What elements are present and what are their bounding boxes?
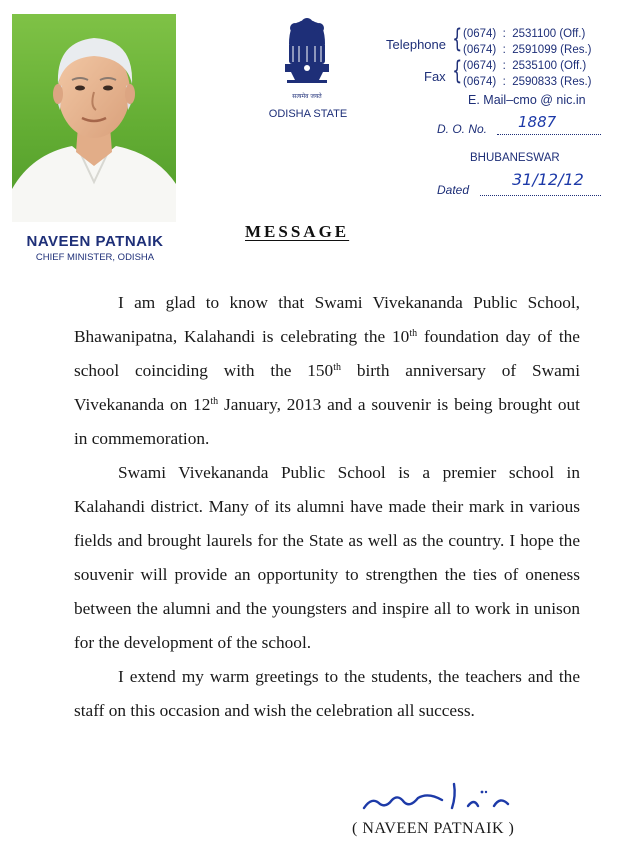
dated-label: Dated	[437, 183, 470, 197]
lion-capital-emblem-icon	[279, 14, 335, 106]
signature-mark	[358, 778, 538, 816]
paragraph-2: Swami Vivekananda Public School is a premier school in Kalahandi district. Many of its alumni have made their mark in various fields and brought laurels for the State as well as the country. I hope the souvenir will provide an opportunity to strengthen the ties of oneness between the alumni and the youngsters and inspire all to work in unison for the development of the school.	[74, 463, 580, 652]
telephone-label: Telephone	[386, 37, 446, 52]
do-number-line	[497, 134, 601, 135]
ordinal-suffix: th	[210, 396, 219, 407]
paragraph-1-text: foundation day of the school coinciding with the 150	[74, 327, 580, 380]
signatory-name: ( NAVEEN PATNAIK )	[352, 820, 515, 837]
ordinal-suffix: th	[409, 328, 418, 339]
ordinal-suffix: th	[333, 362, 341, 373]
message-body	[74, 286, 580, 728]
paragraph-1-text: I am glad to know that Swami Vivekananda Public School, Bhawanipatna, Kalahandi is celebrating the 10	[74, 293, 580, 346]
official-name: NAVEEN PATNAIK	[26, 233, 164, 250]
portrait-photo	[12, 14, 176, 222]
official-title: CHIEF MINISTER, ODISHA	[35, 252, 155, 263]
emblem-motto: सत्यमेव जयते	[292, 93, 322, 100]
telephone-line: (0674) : 2591099 (Res.)	[463, 44, 592, 56]
paragraph-1-text: January, 2013 and a souvenir is being brought out in commemoration.	[74, 395, 580, 448]
telephone-line: (0674) : 2531100 (Off.)	[463, 28, 586, 40]
email-address: E. Mail–cmo @ nic.in	[468, 93, 586, 107]
paragraph-1-text: birth anniversary of Swami Vivekananda on 12	[74, 361, 580, 414]
city-label: BHUBANESWAR	[470, 152, 560, 164]
do-number-label: D. O. No.	[437, 122, 488, 136]
dated-value: 31/12/12	[512, 170, 584, 189]
fax-label: Fax	[424, 69, 446, 84]
paragraph-1	[74, 286, 580, 456]
fax-line: (0674) : 2535100 (Off.)	[463, 60, 587, 72]
paragraph-3: I extend my warm greetings to the students, the teachers and the staff on this occasion and wish the celebration all success.	[74, 667, 580, 720]
state-label: ODISHA STATE	[268, 108, 348, 120]
do-number-value: 1887	[518, 113, 557, 131]
message-heading: MESSAGE	[245, 222, 350, 241]
fax-line: (0674) : 2590833 (Res.)	[463, 76, 592, 88]
brace-icon: {	[452, 24, 463, 54]
dated-line	[480, 195, 601, 196]
brace-icon: {	[452, 56, 463, 86]
